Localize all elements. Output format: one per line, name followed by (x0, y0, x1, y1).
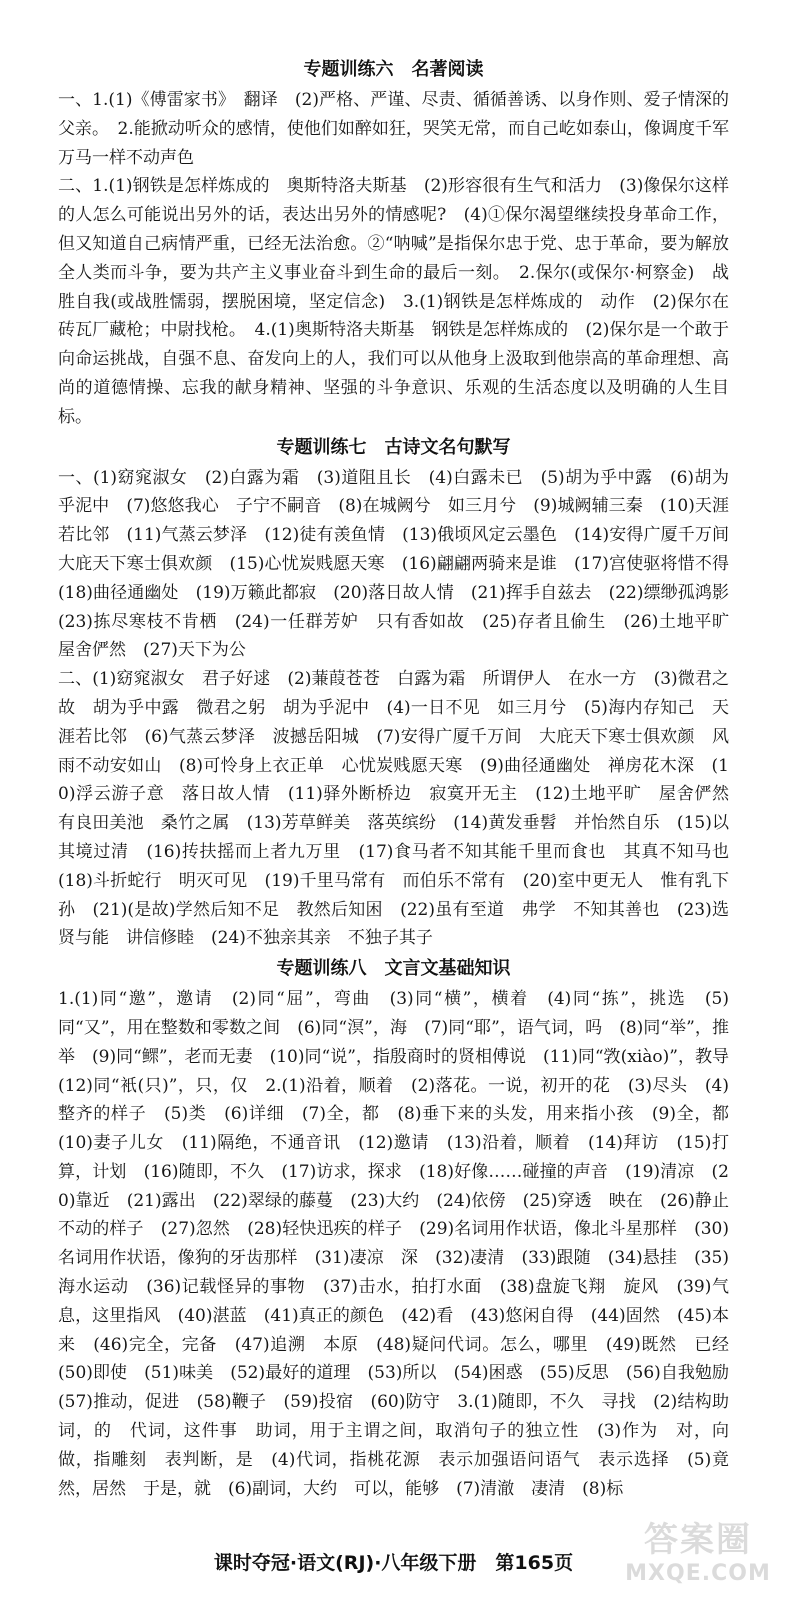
answer-paragraph: 一、1.(1)《傅雷家书》 翻译 (2)严格、严谨、尽责、循循善诱、以身作则、爱子情深的父亲。 2.能掀动听众的感情，使他们如醉如狂，哭笑无常，而自己屹如泰山，像调度千军万马一样不动声色 (58, 90, 729, 168)
watermark-logo-text: 答案圈 (644, 1520, 752, 1560)
section-6 (58, 56, 729, 432)
section-7 (58, 434, 746, 954)
watermark-url: MXQE.COM (625, 1561, 771, 1586)
section-8 (58, 955, 746, 1503)
section-title: 专题训练六 名著阅读 (303, 59, 484, 80)
answer-paragraph: 二、(1)窈窕淑女 君子好逑 (2)蒹葭苍苍 白露为霜 所谓伊人 在水一方 (3)微君之故 胡为乎中露 微君之躬 胡为乎泥中 (4)一日不见 如三月兮 (5)海内存知己 天涯若比邻 (6)气蒸云梦泽 波撼岳阳城 (7)安得广厦千万间 大庇天下寒士俱欢颜 风雨不动安如山 (8)可怜身上衣正单 心忧炭贱愿天寒 (9)曲径通幽处 禅房花木深 (10)浮云游子意 落日故人情 (11)驿外断桥边 寂寞开无主 (12)土地平旷 屋舍俨然 有良田美池 桑竹之属 (13)芳草鲜美 落英缤纷 (14)黄发垂髫 并怡然自乐 (15)以其境过清 (16)抟扶摇而上者九万里 (17)食马者不知其能千里而食也 其真不知马也 (18)斗折蛇行 明灭可见 (19)千里马常有 而伯乐不常有 (20)室中更无人 惟有乳下孙 (21)(是故)学然后知不足 教然后知困 (22)虽有至道 弗学 不知其善也 (23)选贤与能 讲信修睦 (24)不独亲其亲 不独子其子 (58, 669, 746, 949)
section-title: 专题训练八 文言文基础知识 (276, 958, 511, 980)
section-title: 专题训练七 古诗文名句默写 (276, 436, 511, 458)
watermark-logo (623, 1512, 773, 1592)
page-footer: 课时夺冠·语文(RJ)·八年级下册 第165页 (213, 1552, 574, 1574)
answer-paragraph: 二、1.(1)钢铁是怎样炼成的 奥斯特洛夫斯基 (2)形容很有生气和活力 (3)像保尔这样的人怎么可能说出另外的话，表达出另外的情感呢? (4)①保尔渴望继续投身革命工作，但又知道自己病情严重，已经无法治愈。②“呐喊”是指保尔忠于党、忠于革命，要为解放全人类而斗争，要为共产主义事业奋斗到生命的最后一刻。 2.保尔(或保尔·柯察金) 战胜自我(或战胜懦弱，摆脱困境，坚定信念) 3.(1)钢铁是怎样炼成的 动作 (2)保尔在砖瓦厂藏枪；中尉找枪。 4.(1)奥斯特洛夫斯基 钢铁是怎样炼成的 (2)保尔是一个敢于向命运挑战，自强不息、奋发向上的人，我们可以从他身上汲取到他崇高的革命理想、高尚的道德情操、忘我的献身精神、坚强的斗争意识、乐观的生活态度以及明确的人生目标。 (58, 176, 729, 427)
answer-paragraph: 一、(1)窈窕淑女 (2)白露为霜 (3)道阻且长 (4)白露未已 (5)胡为乎中露 (6)胡为乎泥中 (7)悠悠我心 子宁不嗣音 (8)在城阙兮 如三月兮 (9)城阙辅三秦 (10)天涯若比邻 (11)气蒸云梦泽 (12)徒有羡鱼情 (13)俄顷风定云墨色 (14)安得广厦千万间 大庇天下寒士俱欢颜 (15)心忧炭贱愿天寒 (16)翩翩两骑来是谁 (17)宫使驱将惜不得 (18)曲径通幽处 (19)万籁此都寂 (20)落日故人情 (21)挥手自兹去 (22)缥缈孤鸿影 (23)拣尽寒枝不肯栖 (24)一任群芳妒 只有香如故 (25)存者且偷生 (26)土地平旷 屋舍俨然 (27)天下为公 (58, 467, 746, 661)
answer-paragraph: 1.(1)同“邀”，邀请 (2)同“屈”，弯曲 (3)同“横”，横着 (4)同“拣”，挑选 (5)同“又”，用在整数和零数之间 (6)同“溟”，海 (7)同“耶”，语气词，吗 (8)同“举”，推举 (9)同“鳏”，老而无妻 (10)同“说”，指殷商时的贤相傅说 (11)同“敩(xiào)”，教导 (12)同“衹(只)”，只，仅 2.(1)沿着，顺着 (2)落花。一说，初开的花 (3)尽头 (4)整齐的样子 (5)类 (6)详细 (7)全，都 (8)垂下来的头发，用来指小孩 (9)全，都 (10)妻子儿女 (11)隔绝，不通音讯 (12)邀请 (13)沿着，顺着 (14)拜访 (15)打算，计划 (16)随即，不久 (17)访求，探求 (18)好像……碰撞的声音 (19)清凉 (20)靠近 (21)露出 (22)翠绿的藤蔓 (23)大约 (24)依傍 (25)穿透 映在 (26)静止不动的样子 (27)忽然 (28)轻快迅疾的样子 (29)名词用作状语，像北斗星那样 (30)名词用作状语，像狗的牙齿那样 (31)凄凉 深 (32)凄清 (33)跟随 (34)悬挂 (35)海水运动 (36)记载怪异的事物 (37)击水，拍打水面 (38)盘旋飞翔 旋风 (39)气息，这里指风 (40)湛蓝 (41)真正的颜色 (42)看 (43)悠闲自得 (44)固然 (45)本来 (46)完全，完备 (47)追溯 本原 (48)疑问代词。怎么，哪里 (49)既然 已经 (50)即使 (51)味美 (52)最好的道理 (53)所以 (54)困惑 (55)反思 (56)自我勉励 (57)推动，促进 (58)鞭子 (59)投宿 (60)防守 3.(1)随即，不久 寻找 (2)结构助词，的 代词，这件事 助词，用于主谓之间，取消句子的独立性 (3)作为 对，向 做，指雕刻 表判断，是 (4)代词，指桃花源 表示加强语问语气 表示选择 (5)竟然，居然 于是，就 (6)副词，大约 可以，能够 (7)清澈 凄清 (8)标 (58, 989, 746, 1499)
